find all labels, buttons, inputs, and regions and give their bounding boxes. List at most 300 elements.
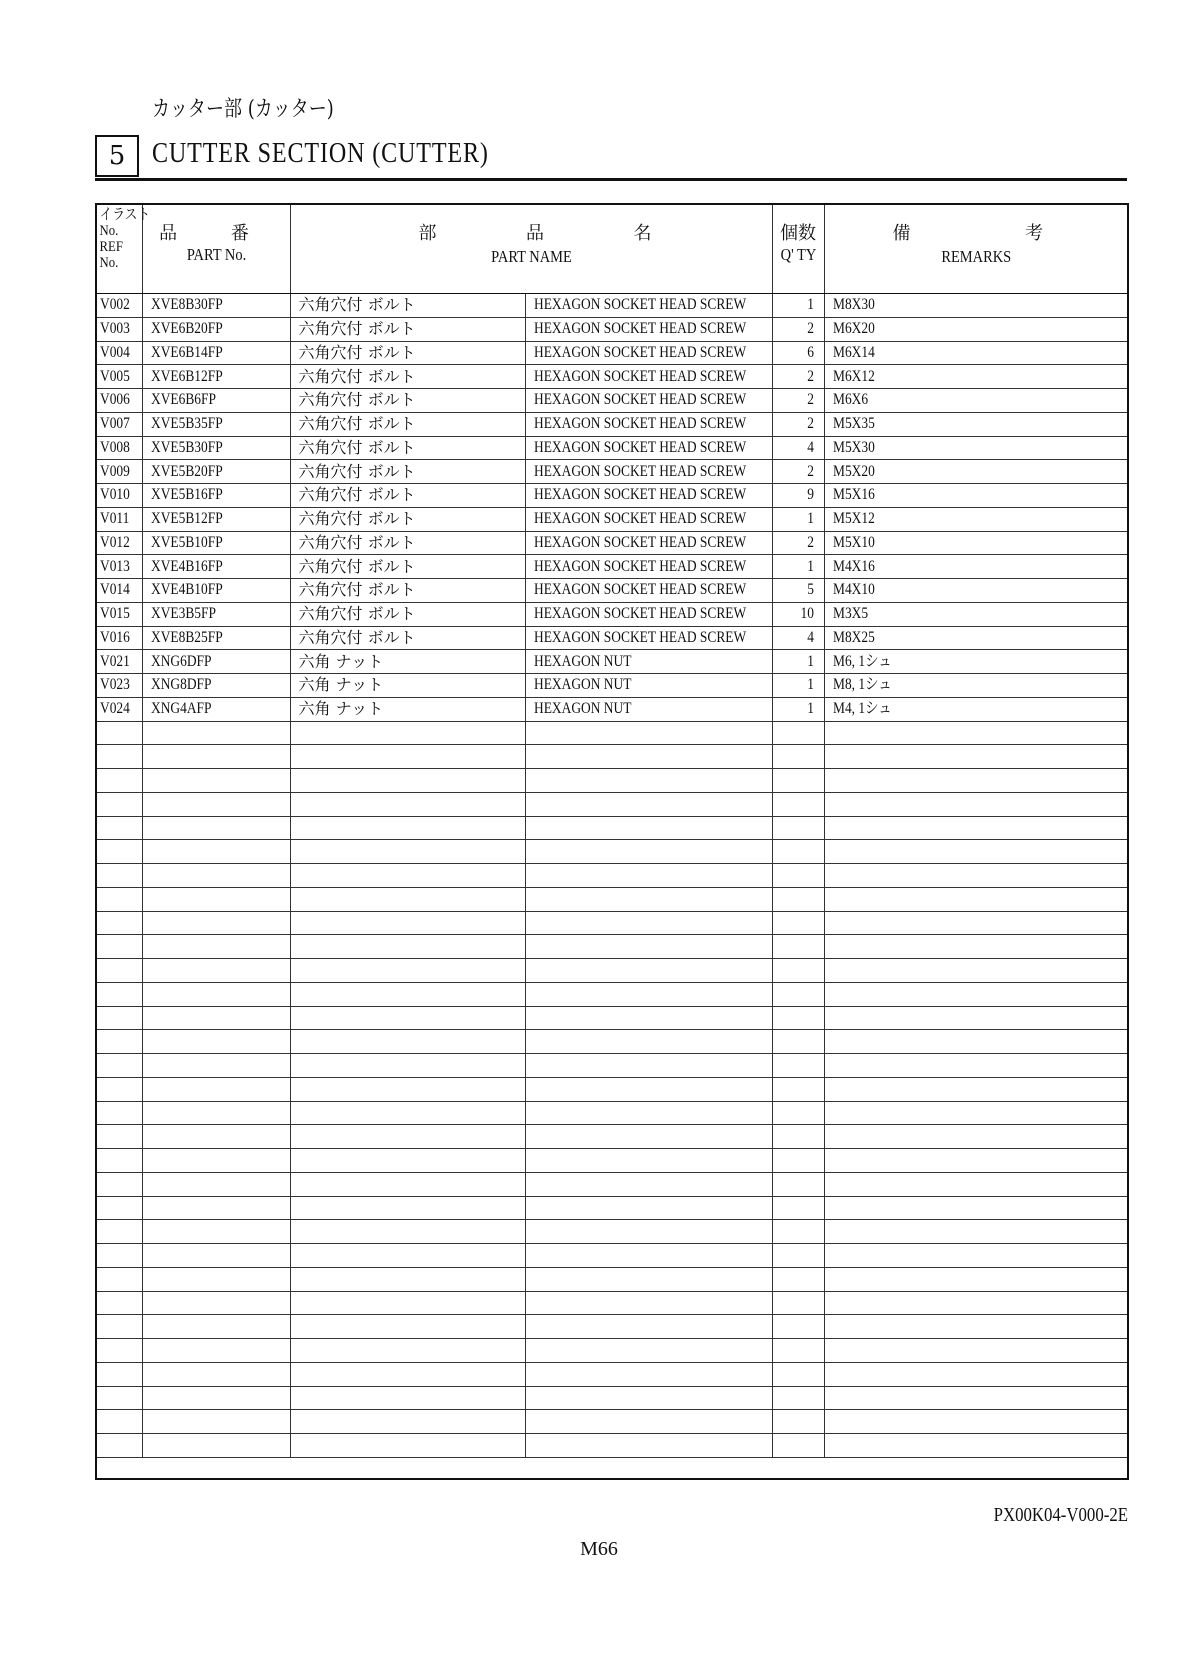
- cell-ref-text: V002: [100, 296, 130, 314]
- header-remarks-en: REMARKS: [940, 247, 1011, 266]
- cell-name-jp-empty: [290, 1077, 525, 1101]
- cell-remarks-text: M6X20: [832, 320, 875, 338]
- cell-remarks-empty: [824, 1339, 1127, 1363]
- cell-qty-text: 1: [806, 652, 814, 670]
- cell-remarks-text: M6X6: [832, 391, 868, 409]
- cell-remarks-empty: [824, 745, 1127, 769]
- cell-remarks-text: M6X14: [832, 343, 875, 361]
- cell-ref-empty: [97, 840, 142, 864]
- cell-remarks-empty: [824, 1077, 1127, 1101]
- cell-name-jp-empty: [290, 1101, 525, 1125]
- cell-name-en: [525, 626, 772, 650]
- cell-name-en: [525, 389, 772, 413]
- cell-ref-empty: [97, 1386, 142, 1410]
- cell-remarks-text: M4X16: [832, 557, 875, 575]
- cell-ref-empty: [97, 1434, 142, 1458]
- cell-qty-empty: [772, 935, 824, 959]
- empty-table-row: [97, 1410, 1127, 1434]
- cell-name-en: [525, 602, 772, 626]
- cell-part-no-empty: [142, 1101, 290, 1125]
- cell-qty-empty: [772, 792, 824, 816]
- cell-part-no-empty: [142, 1362, 290, 1386]
- cell-name-en-empty: [525, 982, 772, 1006]
- cell-qty-text: 9: [806, 486, 814, 504]
- table-row: [97, 650, 1127, 674]
- cell-ref-empty: [97, 792, 142, 816]
- empty-table-row: [97, 1267, 1127, 1291]
- cell-remarks: [824, 674, 1127, 698]
- cell-remarks: [824, 507, 1127, 531]
- cell-name-en-empty: [525, 887, 772, 911]
- cell-name-en-empty: [525, 1267, 772, 1291]
- cell-qty-empty: [772, 1339, 824, 1363]
- cell-ref-empty: [97, 864, 142, 888]
- cell-qty-text: 2: [806, 391, 814, 409]
- cell-name-jp-text: 六角穴付 ボルト: [298, 390, 416, 410]
- cell-part-no-empty: [142, 1054, 290, 1078]
- cell-name-jp-empty: [290, 1172, 525, 1196]
- cell-qty-empty: [772, 721, 824, 745]
- parts-table: [97, 205, 1127, 1458]
- cell-remarks: [824, 531, 1127, 555]
- header-name-jp-3: 名: [633, 223, 652, 244]
- cell-remarks: [824, 697, 1127, 721]
- cell-part-no-text: XVE5B35FP: [150, 415, 223, 433]
- cell-part-no-empty: [142, 1006, 290, 1030]
- page-title-en: CUTTER SECTION (CUTTER): [152, 138, 489, 169]
- table-row: [97, 365, 1127, 389]
- cell-ref-empty: [97, 1077, 142, 1101]
- cell-name-en-text: HEXAGON NUT: [533, 652, 631, 670]
- cell-qty: [772, 697, 824, 721]
- empty-table-row: [97, 745, 1127, 769]
- cell-part-no: [142, 602, 290, 626]
- cell-remarks-empty: [824, 1006, 1127, 1030]
- header-part-jp: 品 番: [159, 223, 273, 244]
- cell-qty-text: 1: [806, 296, 814, 314]
- header-ref-jp: イラスト: [99, 207, 151, 223]
- cell-part-no-text: XVE5B10FP: [150, 533, 223, 551]
- cell-name-jp-empty: [290, 1339, 525, 1363]
- cell-ref: [97, 531, 142, 555]
- cell-name-en-empty: [525, 1339, 772, 1363]
- cell-name-jp-empty: [290, 1267, 525, 1291]
- cell-name-jp: [290, 507, 525, 531]
- cell-ref-empty: [97, 1291, 142, 1315]
- cell-qty-text: 4: [806, 628, 814, 646]
- cell-qty-empty: [772, 864, 824, 888]
- cell-part-no-empty: [142, 816, 290, 840]
- cell-remarks-empty: [824, 1291, 1127, 1315]
- cell-qty-empty: [772, 1410, 824, 1434]
- cell-name-en-empty: [525, 959, 772, 983]
- header-part-no: [142, 205, 290, 294]
- cell-name-jp-empty: [290, 911, 525, 935]
- cell-name-en-text: HEXAGON SOCKET HEAD SCREW: [533, 462, 746, 480]
- cell-qty-empty: [772, 1149, 824, 1173]
- cell-name-en-text: HEXAGON SOCKET HEAD SCREW: [533, 415, 746, 433]
- table-row: [97, 555, 1127, 579]
- cell-remarks-empty: [824, 840, 1127, 864]
- page-title-jp: カッター部 (カッター): [152, 97, 334, 122]
- cell-name-jp: [290, 389, 525, 413]
- cell-part-no-empty: [142, 1267, 290, 1291]
- cell-name-jp: [290, 555, 525, 579]
- empty-table-row: [97, 1125, 1127, 1149]
- header-name-en: PART NAME: [490, 247, 572, 266]
- cell-part-no-text: XNG6DFP: [150, 652, 211, 670]
- cell-qty-empty: [772, 887, 824, 911]
- cell-name-jp: [290, 626, 525, 650]
- cell-ref: [97, 317, 142, 341]
- cell-ref-text: V023: [100, 676, 130, 694]
- cell-remarks-empty: [824, 1220, 1127, 1244]
- cell-qty-empty: [772, 1220, 824, 1244]
- cell-part-no-text: XVE3B5FP: [150, 605, 216, 623]
- cell-qty-text: 1: [806, 700, 814, 718]
- cell-remarks-text: M5X16: [832, 486, 875, 504]
- header-ref-no2: No.: [99, 255, 119, 271]
- cell-ref-text: V010: [100, 486, 130, 504]
- cell-name-jp-empty: [290, 1244, 525, 1268]
- table-row: [97, 317, 1127, 341]
- cell-ref-empty: [97, 959, 142, 983]
- cell-remarks-empty: [824, 1125, 1127, 1149]
- cell-name-jp-empty: [290, 1030, 525, 1054]
- cell-name-jp-empty: [290, 1386, 525, 1410]
- empty-table-row: [97, 721, 1127, 745]
- cell-qty-empty: [772, 1054, 824, 1078]
- cell-remarks-empty: [824, 721, 1127, 745]
- empty-table-row: [97, 935, 1127, 959]
- cell-name-jp-text: 六角穴付 ボルト: [298, 532, 416, 552]
- cell-ref-empty: [97, 1362, 142, 1386]
- cell-name-en-empty: [525, 1315, 772, 1339]
- cell-remarks-text: M5X35: [832, 415, 875, 433]
- table-row: [97, 484, 1127, 508]
- table-row: [97, 460, 1127, 484]
- cell-name-en-empty: [525, 1101, 772, 1125]
- cell-name-en-empty: [525, 1077, 772, 1101]
- cell-part-no-empty: [142, 1077, 290, 1101]
- cell-qty: [772, 650, 824, 674]
- cell-part-no-empty: [142, 982, 290, 1006]
- cell-name-en: [525, 365, 772, 389]
- cell-name-en-empty: [525, 911, 772, 935]
- cell-name-en-text: HEXAGON SOCKET HEAD SCREW: [533, 510, 746, 528]
- cell-part-no: [142, 626, 290, 650]
- cell-name-en-empty: [525, 721, 772, 745]
- cell-ref-empty: [97, 982, 142, 1006]
- cell-name-jp: [290, 674, 525, 698]
- cell-name-en-text: HEXAGON SOCKET HEAD SCREW: [533, 367, 746, 385]
- cell-name-jp-text: 六角 ナット: [298, 699, 384, 719]
- cell-remarks-empty: [824, 792, 1127, 816]
- cell-ref: [97, 436, 142, 460]
- cell-ref-empty: [97, 1244, 142, 1268]
- cell-remarks-empty: [824, 864, 1127, 888]
- cell-part-no-empty: [142, 840, 290, 864]
- cell-remarks: [824, 484, 1127, 508]
- cell-remarks-empty: [824, 935, 1127, 959]
- section-number: 5: [108, 141, 126, 171]
- empty-table-row: [97, 1362, 1127, 1386]
- cell-remarks-text: M5X20: [832, 462, 875, 480]
- cell-name-jp-empty: [290, 1362, 525, 1386]
- cell-name-en-text: HEXAGON SOCKET HEAD SCREW: [533, 320, 746, 338]
- cell-remarks: [824, 602, 1127, 626]
- empty-table-row: [97, 1244, 1127, 1268]
- cell-ref-text: V021: [100, 652, 130, 670]
- cell-name-en: [525, 650, 772, 674]
- cell-qty-empty: [772, 1101, 824, 1125]
- header-qty-en: Q' TY: [780, 245, 816, 264]
- cell-remarks-empty: [824, 1267, 1127, 1291]
- cell-ref: [97, 626, 142, 650]
- cell-ref-text: V013: [100, 557, 130, 575]
- table-row: [97, 531, 1127, 555]
- cell-name-jp-empty: [290, 1410, 525, 1434]
- cell-name-en-text: HEXAGON SOCKET HEAD SCREW: [533, 628, 746, 646]
- cell-ref-text: V004: [100, 343, 130, 361]
- cell-qty-text: 2: [806, 320, 814, 338]
- cell-part-no: [142, 579, 290, 603]
- cell-ref-empty: [97, 1030, 142, 1054]
- cell-ref-empty: [97, 1410, 142, 1434]
- cell-name-en-text: HEXAGON SOCKET HEAD SCREW: [533, 296, 746, 314]
- cell-ref-text: V015: [100, 605, 130, 623]
- cell-remarks-empty: [824, 959, 1127, 983]
- cell-part-no-empty: [142, 864, 290, 888]
- cell-qty-text: 5: [806, 581, 814, 599]
- cell-name-en-empty: [525, 792, 772, 816]
- cell-part-no-empty: [142, 1196, 290, 1220]
- cell-remarks: [824, 412, 1127, 436]
- cell-name-en: [525, 484, 772, 508]
- empty-table-row: [97, 982, 1127, 1006]
- cell-remarks-empty: [824, 1386, 1127, 1410]
- empty-table-row: [97, 911, 1127, 935]
- cell-ref: [97, 341, 142, 365]
- cell-name-jp: [290, 602, 525, 626]
- cell-name-en-empty: [525, 1220, 772, 1244]
- cell-qty-empty: [772, 1125, 824, 1149]
- cell-part-no: [142, 436, 290, 460]
- cell-ref: [97, 460, 142, 484]
- cell-qty-text: 2: [806, 367, 814, 385]
- cell-part-no-empty: [142, 792, 290, 816]
- cell-remarks: [824, 650, 1127, 674]
- cell-ref-empty: [97, 1006, 142, 1030]
- cell-ref-empty: [97, 1125, 142, 1149]
- cell-ref: [97, 674, 142, 698]
- cell-qty-empty: [772, 1244, 824, 1268]
- cell-part-no-empty: [142, 1291, 290, 1315]
- cell-name-jp-empty: [290, 1434, 525, 1458]
- cell-remarks-empty: [824, 1244, 1127, 1268]
- empty-table-row: [97, 1434, 1127, 1458]
- cell-ref-empty: [97, 1101, 142, 1125]
- table-row: [97, 389, 1127, 413]
- cell-remarks-empty: [824, 1149, 1127, 1173]
- cell-part-no: [142, 341, 290, 365]
- empty-table-row: [97, 1315, 1127, 1339]
- header-part-en: PART No.: [186, 245, 246, 264]
- cell-name-jp-text: 六角 ナット: [298, 651, 384, 671]
- cell-remarks-empty: [824, 1434, 1127, 1458]
- header-ref: [97, 205, 151, 294]
- cell-ref-text: V003: [100, 320, 130, 338]
- cell-ref: [97, 555, 142, 579]
- cell-part-no-text: XVE8B25FP: [150, 628, 223, 646]
- cell-part-no: [142, 365, 290, 389]
- table-row: [97, 341, 1127, 365]
- cell-ref-empty: [97, 721, 142, 745]
- table-row: [97, 674, 1127, 698]
- cell-ref: [97, 365, 142, 389]
- cell-ref-empty: [97, 1339, 142, 1363]
- cell-qty-text: 1: [806, 510, 814, 528]
- cell-part-no-empty: [142, 1386, 290, 1410]
- cell-name-jp: [290, 294, 525, 318]
- cell-name-jp-empty: [290, 864, 525, 888]
- cell-part-no-empty: [142, 1220, 290, 1244]
- cell-name-en-empty: [525, 840, 772, 864]
- cell-part-no: [142, 460, 290, 484]
- cell-name-en: [525, 674, 772, 698]
- cell-ref: [97, 650, 142, 674]
- cell-name-jp-empty: [290, 816, 525, 840]
- cell-remarks: [824, 294, 1127, 318]
- cell-remarks-text: M5X30: [832, 438, 875, 456]
- cell-name-en: [525, 341, 772, 365]
- cell-ref-text: V016: [100, 628, 130, 646]
- cell-qty-empty: [772, 1006, 824, 1030]
- cell-name-jp-empty: [290, 1125, 525, 1149]
- empty-table-row: [97, 1196, 1127, 1220]
- cell-part-no-text: XVE4B16FP: [150, 557, 223, 575]
- cell-ref-empty: [97, 1054, 142, 1078]
- cell-part-no-text: XVE6B20FP: [150, 320, 223, 338]
- cell-ref-text: V005: [100, 367, 130, 385]
- cell-remarks: [824, 341, 1127, 365]
- table-header-row: [97, 205, 1127, 294]
- header-name-jp-1: 部: [418, 223, 437, 244]
- empty-table-row: [97, 1101, 1127, 1125]
- cell-qty-text: 1: [806, 676, 814, 694]
- cell-name-jp-empty: [290, 1006, 525, 1030]
- cell-name-jp-empty: [290, 1220, 525, 1244]
- cell-remarks-empty: [824, 1315, 1127, 1339]
- empty-table-row: [97, 1291, 1127, 1315]
- cell-name-en: [525, 697, 772, 721]
- cell-name-en: [525, 555, 772, 579]
- cell-name-jp-empty: [290, 1291, 525, 1315]
- cell-part-no: [142, 531, 290, 555]
- header-name-jp-2: 品: [526, 223, 544, 244]
- cell-part-no-text: XVE5B16FP: [150, 486, 223, 504]
- cell-part-no: [142, 674, 290, 698]
- cell-ref-empty: [97, 1149, 142, 1173]
- document-code: PX00K04-V000-2E: [993, 1504, 1128, 1526]
- cell-qty-text: 10: [800, 605, 814, 623]
- cell-part-no-empty: [142, 1125, 290, 1149]
- cell-ref-text: V006: [100, 391, 130, 409]
- empty-table-row: [97, 1077, 1127, 1101]
- cell-remarks-text: M3X5: [832, 605, 868, 623]
- cell-name-en-text: HEXAGON SOCKET HEAD SCREW: [533, 343, 746, 361]
- cell-name-en-empty: [525, 935, 772, 959]
- cell-name-en-empty: [525, 1291, 772, 1315]
- cell-part-no-text: XVE4B10FP: [150, 581, 223, 599]
- cell-part-no-text: XNG4AFP: [150, 700, 211, 718]
- header-remarks: [824, 205, 1127, 294]
- cell-remarks-empty: [824, 1101, 1127, 1125]
- cell-part-no: [142, 294, 290, 318]
- cell-name-en-empty: [525, 769, 772, 793]
- cell-part-no-empty: [142, 1149, 290, 1173]
- table-row: [97, 626, 1127, 650]
- empty-table-row: [97, 1386, 1127, 1410]
- table-row: [97, 579, 1127, 603]
- cell-name-jp: [290, 341, 525, 365]
- page-number: M66: [580, 1538, 618, 1560]
- cell-ref-text: V008: [100, 438, 130, 456]
- cell-ref-text: V009: [100, 462, 130, 480]
- table-row: [97, 602, 1127, 626]
- cell-qty-empty: [772, 769, 824, 793]
- cell-qty-empty: [772, 959, 824, 983]
- cell-name-en-text: HEXAGON SOCKET HEAD SCREW: [533, 533, 746, 551]
- header-remarks-jp-2: 考: [1025, 223, 1043, 244]
- cell-ref: [97, 484, 142, 508]
- cell-name-jp-text: 六角穴付 ボルト: [298, 319, 416, 339]
- cell-qty-empty: [772, 1196, 824, 1220]
- cell-part-no-empty: [142, 935, 290, 959]
- cell-name-en-text: HEXAGON SOCKET HEAD SCREW: [533, 391, 746, 409]
- cell-name-jp-text: 六角穴付 ボルト: [298, 485, 416, 505]
- cell-name-jp-text: 六角穴付 ボルト: [298, 295, 416, 315]
- cell-part-no: [142, 555, 290, 579]
- cell-name-jp-text: 六角穴付 ボルト: [298, 604, 416, 624]
- cell-name-jp-empty: [290, 935, 525, 959]
- empty-table-row: [97, 840, 1127, 864]
- parts-list-sheet: [95, 203, 1129, 1480]
- cell-name-jp: [290, 531, 525, 555]
- cell-ref-text: V012: [100, 533, 130, 551]
- cell-name-en-text: HEXAGON SOCKET HEAD SCREW: [533, 486, 746, 504]
- cell-name-en: [525, 436, 772, 460]
- cell-name-jp: [290, 484, 525, 508]
- cell-part-no-empty: [142, 959, 290, 983]
- cell-ref-text: V007: [100, 415, 130, 433]
- cell-part-no: [142, 412, 290, 436]
- cell-remarks-text: M8, 1シュ: [832, 676, 892, 694]
- cell-ref-empty: [97, 745, 142, 769]
- cell-remarks-text: M4, 1シュ: [832, 700, 892, 718]
- cell-remarks: [824, 460, 1127, 484]
- cell-remarks-empty: [824, 769, 1127, 793]
- empty-table-row: [97, 959, 1127, 983]
- cell-name-jp-empty: [290, 1054, 525, 1078]
- cell-name-en-text: HEXAGON SOCKET HEAD SCREW: [533, 581, 746, 599]
- cell-part-no: [142, 317, 290, 341]
- cell-name-jp-text: 六角穴付 ボルト: [298, 414, 416, 434]
- cell-remarks: [824, 579, 1127, 603]
- cell-name-jp: [290, 436, 525, 460]
- cell-name-en-empty: [525, 816, 772, 840]
- cell-part-no: [142, 697, 290, 721]
